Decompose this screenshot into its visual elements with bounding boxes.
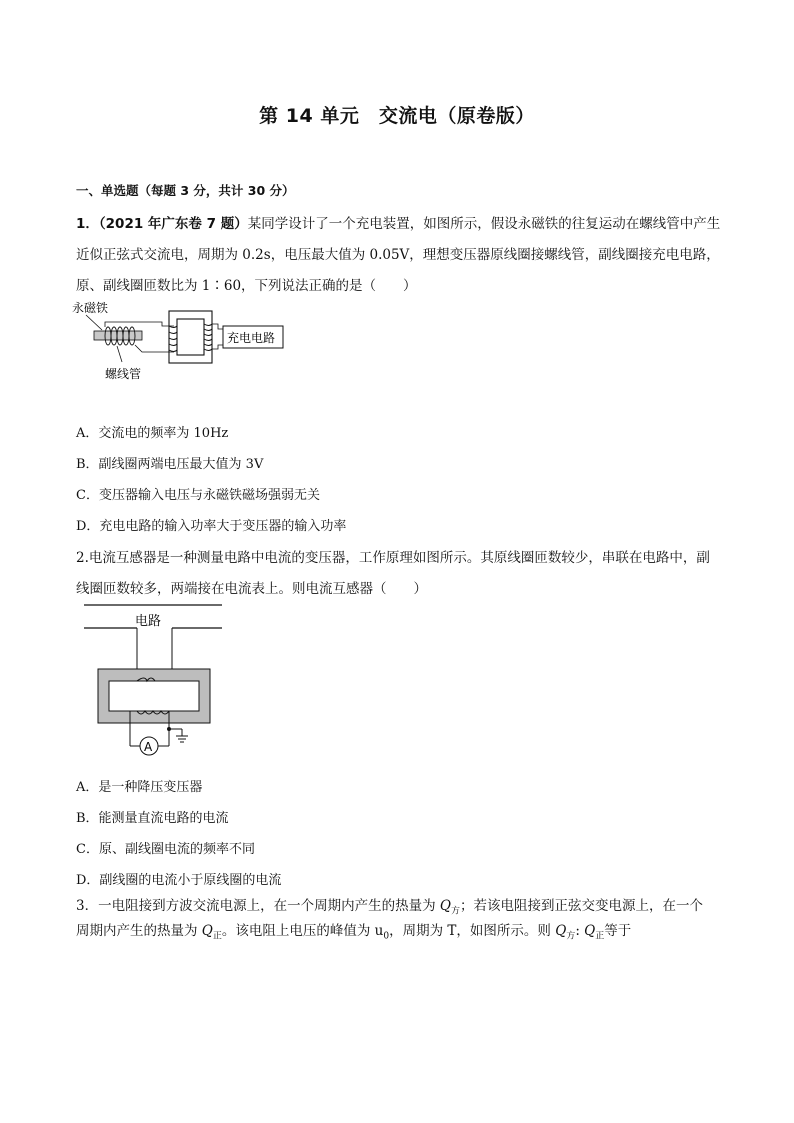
q3-q-sine: Q (201, 923, 213, 939)
charging-circuit-label: 充电电路 (227, 331, 276, 345)
q1-option-a: A．交流电的频率为 10Hz (76, 426, 229, 441)
magnet-label: 永磁铁 (72, 301, 109, 315)
q2-option-c: C．原、副线圈电流的频率不同 (76, 842, 255, 857)
q2-option-b: B．能测量直流电路的电流 (76, 811, 229, 826)
primary-winding (169, 326, 177, 352)
q3-line-2 (76, 919, 631, 942)
q3-line2-b: 。该电阻上电压的峰值为 u (221, 923, 384, 939)
q2-line-1: 2.电流互感器是一种测量电路中电流的变压器，工作原理如图所示。其原线圈匝数较少，串联在电路中，副 (76, 550, 710, 566)
q3-line2-c: ，周期为 T，如图所示。则 (389, 923, 556, 939)
q1-number: 1． (76, 216, 99, 232)
ground-icon (176, 736, 188, 742)
q3-ratio-sub-b: 正 (595, 931, 605, 942)
q3-line2-a: 周期内产生的热量为 (76, 923, 202, 939)
ammeter-label: A (144, 740, 153, 754)
q3-line1-b: ；若该电阻接到正弦交变电源上，在一个 (459, 898, 703, 914)
q3-ratio-sub-a: 方 (566, 931, 576, 942)
solenoid-label: 螺线管 (105, 367, 142, 381)
section-heading: 一、单选题（每题 3 分，共计 30 分） (76, 183, 295, 198)
q3-ratio-sep: : (575, 923, 585, 939)
q3-sub-sine: 正 (212, 931, 222, 942)
q3-ratio-b: Q (584, 923, 596, 939)
q2-line-2: 线圈匝数较多，两端接在电流表上。则电流互感器（ ） (76, 581, 427, 597)
q2-option-d: D．副线圈的电流小于原线圈的电流 (76, 873, 282, 888)
q3-sub-zero: 0 (383, 931, 390, 942)
q3-ratio-a: Q (555, 923, 567, 939)
q2-figure (82, 603, 232, 773)
q3-line1-a: 3．一电阻接到方波交流电源上，在一个周期内产生的热量为 (76, 898, 440, 914)
q3-q-square: Q (439, 898, 451, 914)
q1-line1-text: 某同学设计了一个充电装置，如图所示，假设永磁铁的往复运动在螺线管中产生 (247, 216, 721, 232)
q1-line-2: 近似正弦式交流电，周期为 0.2s，电压最大值为 0.05V，理想变压器原线圈接螺线管，副线圈接充电电路， (76, 247, 720, 263)
q1-line-3: 原、副线圈匝数比为 1∶60，下列说法正确的是（ ） (76, 278, 417, 294)
page-title: 第 14 单元 交流电（原卷版） (259, 105, 535, 127)
q2-option-a: A．是一种降压变压器 (76, 780, 203, 795)
q3-line-1 (76, 894, 703, 917)
q1-option-b: B．副线圈两端电压最大值为 3V (76, 457, 264, 472)
secondary-winding (204, 324, 212, 351)
q1-line-1 (76, 212, 720, 232)
q3-sub-square: 方 (450, 906, 460, 917)
q1-figure (72, 296, 292, 386)
circuit-label: 电路 (135, 614, 162, 629)
q1-option-d: D．充电电路的输入功率大于变压器的输入功率 (76, 519, 347, 534)
q3-line2-d: 等于 (604, 923, 632, 939)
q1-option-c: C．变压器输入电压与永磁铁磁场强弱无关 (76, 488, 320, 503)
q1-source: （2021 年广东卷 7 题） (98, 216, 248, 232)
